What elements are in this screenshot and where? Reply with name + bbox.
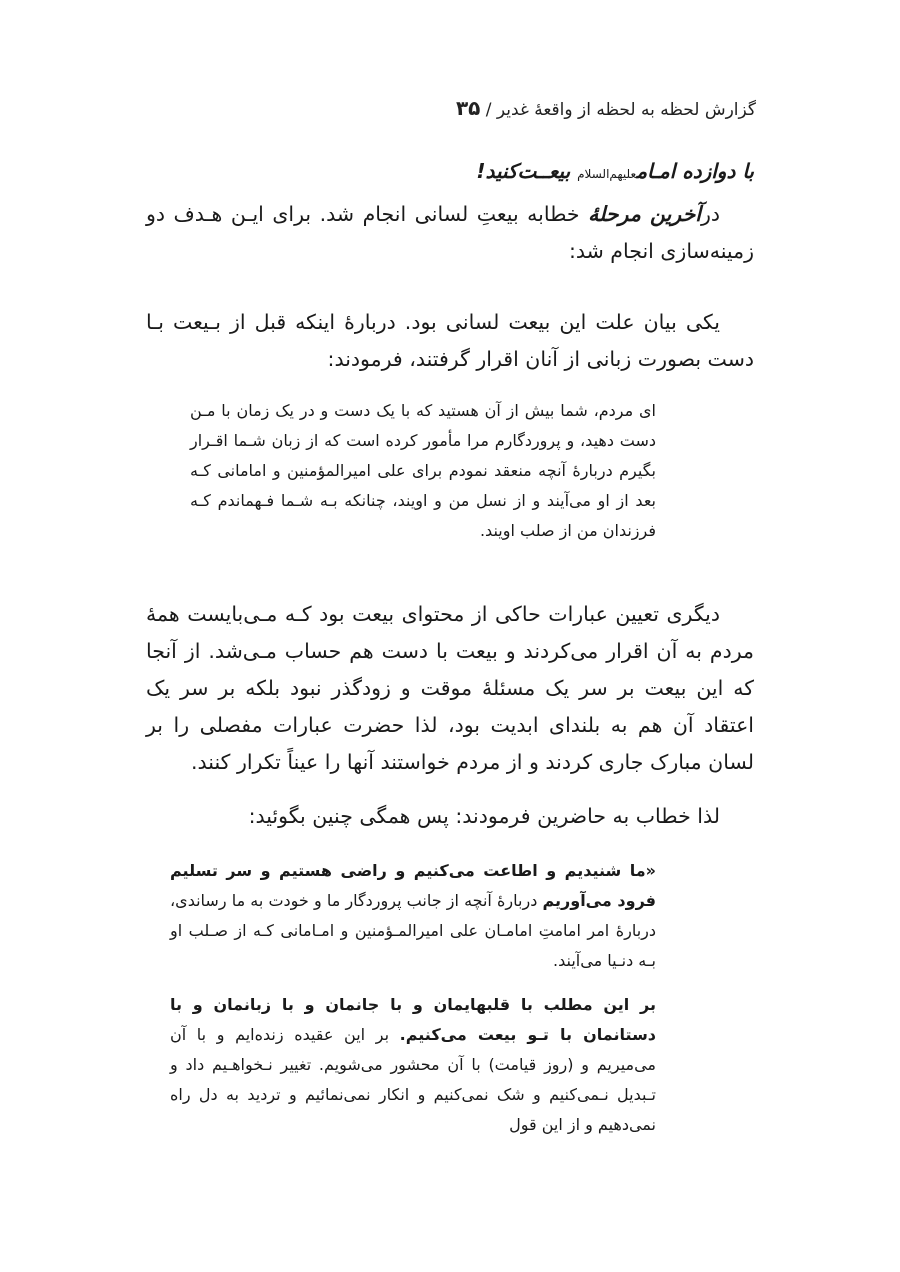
quote-block-2 [170,856,656,976]
section-heading [146,154,754,191]
quote-text: دربارهٔ آنچه از جانب پروردگار ما و خودت به ما رساندی، دربارهٔ امر امامتِ امامـان علی امیرالمـؤمنین و امـامانی کـه از صـلب او بـه دنـیا می‌آیند. [170,891,656,970]
paragraph-emphasis: آخرین مرحلهٔ [588,202,701,226]
quote-block-1 [190,396,656,546]
paragraph-instruction [146,798,754,835]
paragraph-text: دیگری تعیین عبارات حاکی از محتوای بیعت بود کـه مـی‌بایست همهٔ مردم به آن اقرار می‌کردند و بیعت با دست هم حساب مـی‌شد. از آنجا که این بیعت بر سر یک مسئلهٔ موقت و زودگذر نبود بلکه بر سر یک اعتقاد آن هم به بلندای ابدیت بود، لذا حضرت عبارات مفصلی را بر لسان مبارک جاری کردند و از مردم خواستند آنها را عیناً تکرار کنند. [146,602,754,774]
paragraph-second-reason [146,596,754,781]
quote-text: ای مردم، شما بیش از آن هستید که با یک دست و در یک زمان با مـن دست دهید، و پروردگارم مرا مأمور کرده است که از زبان شـما اقـرار بگیرم دربارهٔ آنچه منعقد نمودم برای علی امیرالمؤمنین و امامانی کـه بعد از او می‌آیند و از نسل من و اویند، چنانکه بـه شـما فـهماندم کـه فرزندان من از صلب اویند. [190,401,656,540]
quote-text: بر این عقیده زنده‌ایم و با آن می‌میریم و (روز قیامت) با آن محشور می‌شویم. تغییر نـخواهـیم داد و تـبدیل نـمی‌کنیم و شک نمی‌کنیم و انکار نمی‌نمائیم و تردید به دل راه نمی‌دهیم و از این قول [170,1025,656,1134]
section-title-part1: با دوازده امـام [636,159,754,183]
page-number: ۳۵ [455,96,481,120]
paragraph-final-stage [146,196,754,270]
paragraph-text: خطابه بیعتِ لسانی انجام شد. برای ایـن هـدف دو زمینه‌سازی انجام شد: [146,202,754,263]
running-header [136,96,756,120]
paragraph-prefix: در [700,202,720,226]
quote-block-3 [170,990,656,1140]
header-separator: / [485,100,492,120]
quote-bold-text: بر این مطلب با قلبهایمان و با جانمان و با زبانمان و با دستانمان با تـو بیعت می‌کنیم. [170,995,657,1044]
section-title-part2: بیعــت‌کنید! [476,159,571,183]
section-title-honorific: علیهم‌السلام [577,167,637,181]
paragraph-text: لذا خطاب به حاضرین فرمودند: پس همگی چنین بگوئید: [248,804,720,828]
paragraph-first-reason [146,304,754,378]
running-title: گزارش لحظه به لحظه از واقعهٔ غدیر [496,100,756,120]
quote-bold-text: «ما شنیدیم و اطاعت می‌کنیم و راضی هستیم و سر تسلیم فرود می‌آوریم [170,861,656,910]
paragraph-text: یکی بیان علت این بیعت لسانی بود. دربارهٔ اینکه قبل از بـیعت بـا دست بصورت زبانی از آنان اقرار گرفتند، فرمودند: [146,310,754,371]
